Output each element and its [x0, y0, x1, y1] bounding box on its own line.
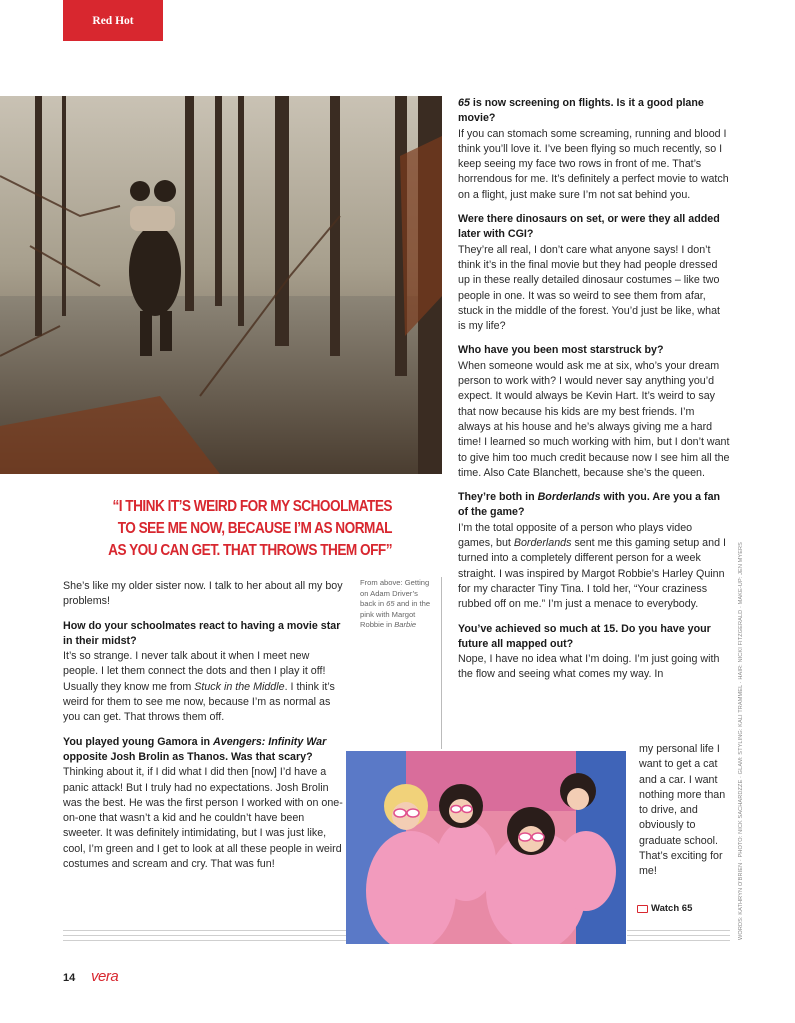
intro-paragraph: She’s like my older sister now. I talk to her about all my boy problems! — [63, 580, 343, 608]
left-column — [63, 579, 345, 881]
forest-photo — [0, 96, 442, 474]
bottom-rule — [627, 935, 730, 936]
tv-icon — [637, 905, 648, 913]
answer-borderlands: I’m the total opposite of a person who plays video games, but Borderlands sent me this gaming setup and I turned into a completely different person for a week straight. I was inspired by Margot Robbie’s Harley Quinn for my character Tiny Tina. I told her, “Your craziness rubbed off on me.” I’m just a menace to everybody. — [458, 521, 726, 611]
watch-label: Watch 65 — [651, 903, 693, 914]
section-tab — [63, 0, 163, 41]
answer-starstruck: When someone would ask me at six, who’s your dream person to work with? I would never say anything you’d expect. It would always be Kevin Hart. It’s weird to say that now because his kids are my best friends. I’m always at his house and he’s always giving me a hard time! I learned so much working with him, but I don’t want to give him too much credit because now I see him all the time. Also Cate Blanchett, because she’s the queen. — [458, 359, 730, 479]
bottom-rule — [63, 935, 346, 936]
answer-future-top: Nope, I have no idea what I’m doing. I’m just going with the flow and seeing what comes my way. In — [458, 653, 720, 681]
answer-dinosaurs: They’re all real, I don’t care what anyone says! I don’t think it’s in the final movie but they had people dressed up in these really detailed dinosaur costumes – like two people in one. It was so weird to see them from afar, stuck in the middle of the forest. You’d just be like, what is my life? — [458, 243, 720, 333]
right-column — [458, 96, 730, 683]
question-future: You’ve achieved so much at 15. Do you have your future all mapped out? — [458, 622, 711, 650]
pull-quote — [100, 496, 392, 562]
bottom-rule — [627, 930, 730, 931]
brand-logo: vera — [91, 968, 119, 985]
photo-credits: WORDS: KATHRYN O’BRIEN · PHOTO: NICK SACHARDZZE · GLAM: STYLING: KALI TRAMMEL · HAIR: NICKI FITZGERALD · MAKE-UP: JEN MYERS — [738, 541, 744, 940]
answer-schoolmates: It’s so strange. I never talk about it when I meet new people. I let them connect the dots and then I play it off! Usually they know me from Stuck in the Middle. I think it’s weird for them to see me now, because I’m as normal as you can get. That throws them off. — [63, 650, 335, 724]
question-plane-movie: 65 is now screening on flights. Is it a good plane movie? — [458, 97, 704, 125]
photo-caption: From above: Getting on Adam Driver’s back in 65 and in the pink with Margot Robbie in Barbie — [360, 578, 431, 629]
bottom-rule — [63, 940, 346, 941]
question-gamora: You played young Gamora in Avengers: Infinity War opposite Josh Brolin as Thanos. Was that scary? — [63, 735, 327, 763]
bottom-rule — [627, 940, 730, 941]
question-starstruck: Who have you been most starstruck by? — [458, 344, 664, 357]
pull-quote-line: “I THINK IT’S WEIRD FOR MY SCHOOLMATES — [112, 498, 392, 515]
answer-plane-movie: If you can stomach some screaming, running and blood I think you’ll love it. I’ve been flying so much recently, so I keep seeing my face two rows in front of me. That’s horrendous for me. It’s definitely a perfect movie to watch on a flight, just make sure I’m not sat behind you. — [458, 127, 729, 201]
question-schoolmates: How do your schoolmates react to having a movie star in their midst? — [63, 619, 341, 647]
pink-cast-photo — [346, 751, 626, 944]
watch-link[interactable] — [637, 903, 692, 914]
pull-quote-line: TO SEE ME NOW, BECAUSE I’M AS NORMAL — [117, 520, 392, 537]
question-dinosaurs: Were there dinosaurs on set, or were they all added later with CGI? — [458, 213, 720, 241]
section-label: Red Hot — [92, 14, 134, 27]
question-borderlands: They’re both in Borderlands with you. Are you a fan of the game? — [458, 491, 721, 519]
page-number: 14 — [63, 972, 76, 984]
column-divider — [441, 577, 442, 749]
bottom-rule — [63, 930, 346, 931]
answer-future-wrap: my personal life I want to get a cat and a car. I want nothing more than to drive, and obviously to graduate school. That’s exciting for me! — [639, 743, 726, 878]
pull-quote-line: AS YOU CAN GET. THAT THROWS THEM OFF” — [108, 542, 393, 559]
answer-gamora: Thinking about it, if I did what I did then [now] I’d have a panic attack! But I truly had no expectations. Josh Brolin was the best. He was the first person I worked with on one-on-one that wasn’t a kid and he couldn’t have been sweeter. It was definitely intimidating, but I was just like, cool, I’m green and I get to look at all these people in weird costumes and scream and cry. That was fun! — [63, 766, 343, 871]
